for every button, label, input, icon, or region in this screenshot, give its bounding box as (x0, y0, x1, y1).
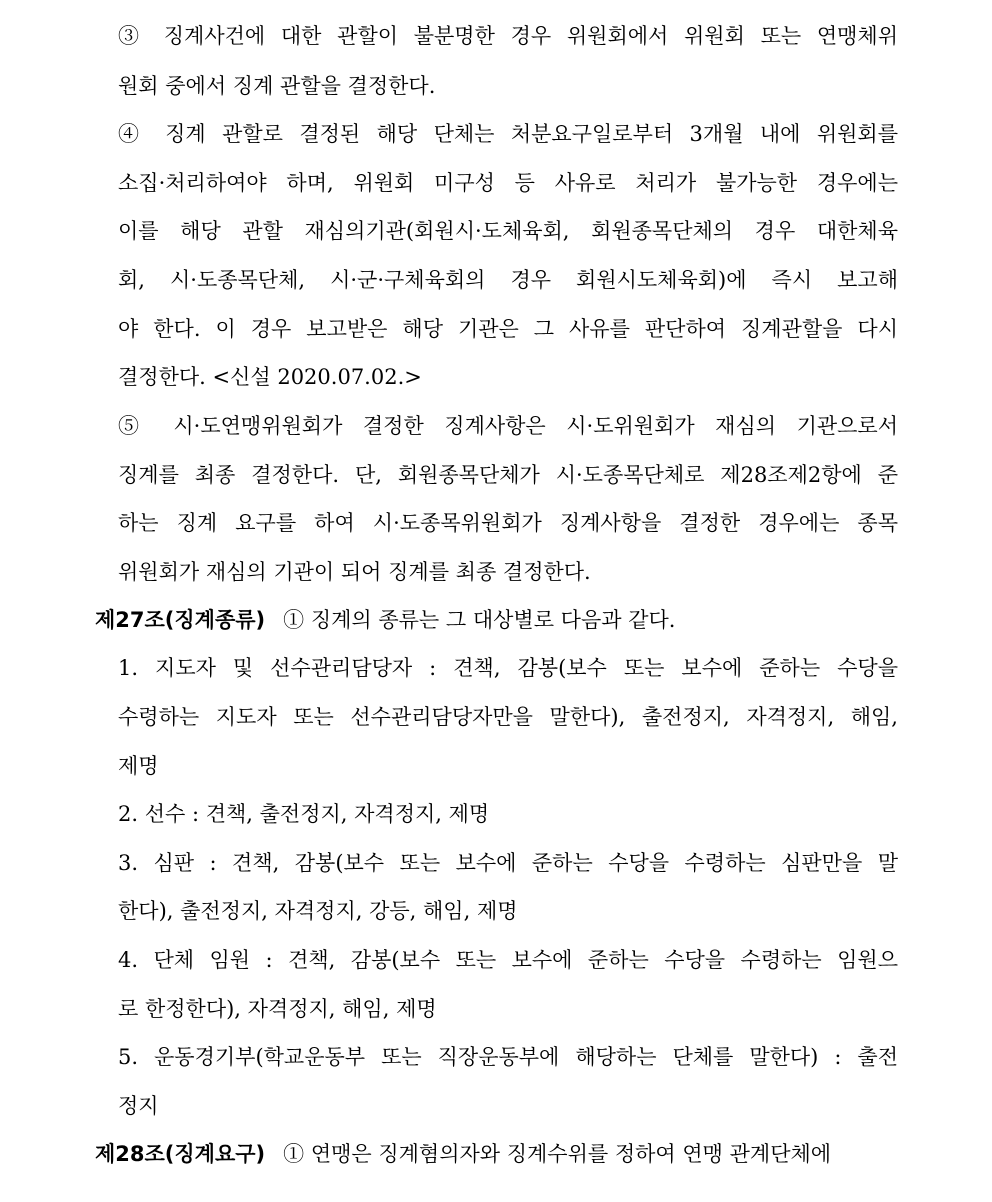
article-27-item-3-line-1: 3. 심판 : 견책, 감봉(보수 또는 보수에 준하는 수당을 수령하는 심판만을 말 (118, 851, 898, 875)
paragraph-5-line-2: 징계를 최종 결정한다. 단, 회원종목단체가 시·도종목단체로 제28조제2항에 준 (118, 463, 898, 487)
article-27-item-5-line-2: 정지 (118, 1094, 159, 1118)
paragraph-5-line-4: 위원회가 재심의 기관이 되어 징계를 최종 결정한다. (118, 560, 591, 584)
article-27-heading: 제27조(징계종류) (95, 608, 266, 632)
paragraph-5-line-3: 하는 징계 요구를 하여 시·도종목위원회가 징계사항을 결정한 경우에는 종목 (118, 511, 898, 535)
article-27-intro: ① 징계의 종류는 그 대상별로 다음과 같다. (283, 608, 676, 632)
article-27-header (95, 603, 898, 637)
article-27-item-4-line-2: 로 한정한다), 자격정지, 해임, 제명 (118, 997, 437, 1021)
article-27-item-4-line-1: 4. 단체 임원 : 견책, 감봉(보수 또는 보수에 준하는 수당을 수령하는 임원으 (118, 948, 898, 972)
article-27-item-1-line-1: 1. 지도자 및 선수관리담당자 : 견책, 감봉(보수 또는 보수에 준하는 수당을 (118, 656, 898, 680)
paragraph-5-line-1: ⑤ 시·도연맹위원회가 결정한 징계사항은 시·도위원회가 재심의 기관으로서 (118, 414, 898, 438)
article-27-item-1-line-2: 수령하는 지도자 또는 선수관리담당자만을 말한다), 출전정지, 자격정지, 해임, (118, 705, 898, 729)
paragraph-3-line-2: 원회 중에서 징계 관할을 결정한다. (118, 74, 436, 98)
article-27-item-2-line-1: 2. 선수 : 견책, 출전정지, 자격정지, 제명 (118, 802, 490, 826)
article-28-header (95, 1137, 898, 1171)
article-28-intro: ① 연맹은 징계혐의자와 징계수위를 정하여 연맹 관계단체에 (283, 1142, 832, 1166)
article-27-item-5-line-1: 5. 운동경기부(학교운동부 또는 직장운동부에 해당하는 단체를 말한다) : 출전 (118, 1045, 898, 1069)
article-28-heading: 제28조(징계요구) (95, 1142, 266, 1166)
paragraph-4-line-6: 결정한다. <신설 2020.07.02.> (118, 365, 422, 389)
paragraph-4-line-2: 소집·처리하여야 하며, 위원회 미구성 등 사유로 처리가 불가능한 경우에는 (118, 171, 898, 195)
paragraph-4-line-1: ④ 징계 관할로 결정된 해당 단체는 처분요구일로부터 3개월 내에 위원회를 (118, 122, 898, 146)
article-27-item-1-line-3: 제명 (118, 754, 159, 778)
paragraph-4-line-5: 야 한다. 이 경우 보고받은 해당 기관은 그 사유를 판단하여 징계관할을 다시 (118, 317, 898, 341)
paragraph-4-line-3: 이를 해당 관할 재심의기관(회원시·도체육회, 회원종목단체의 경우 대한체육 (118, 219, 898, 243)
paragraph-3-line-1: ③ 징계사건에 대한 관할이 불분명한 경우 위원회에서 위원회 또는 연맹체위 (118, 24, 898, 48)
paragraph-4-line-4: 회, 시·도종목단체, 시·군·구체육회의 경우 회원시도체육회)에 즉시 보고해 (118, 268, 898, 292)
article-27-item-3-line-2: 한다), 출전정지, 자격정지, 강등, 해임, 제명 (118, 899, 518, 923)
